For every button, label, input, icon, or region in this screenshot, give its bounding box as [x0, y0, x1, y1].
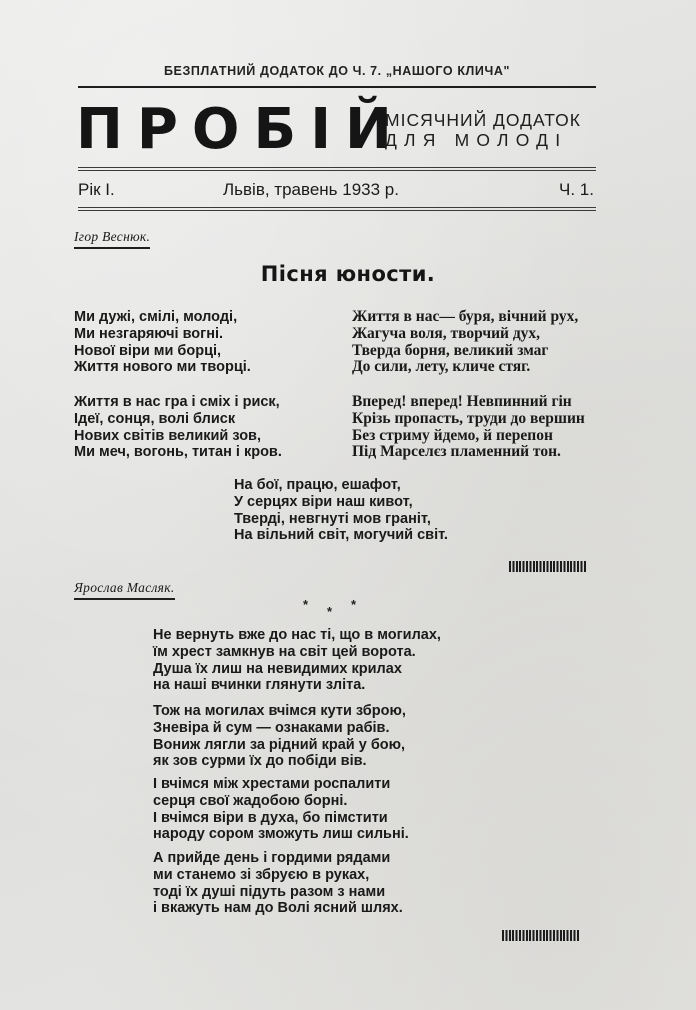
verse-line: На бої, працю, ешафот,	[234, 477, 401, 493]
verse-line: І вчімся віри в духа, бо пімстити	[153, 809, 388, 826]
verse-line: Тож на могилах вчімся кути зброю,	[153, 703, 406, 719]
verse-line: їм хрест замкнув на світ цей ворота.	[153, 643, 416, 660]
verse-line: Життя в нас— буря, вічний рух,	[352, 308, 579, 325]
poem1-title: Пісня юности.	[260, 262, 436, 286]
verse-line: Ми незгаряючі вогні.	[74, 325, 224, 342]
verse-line: Під Марселєз пламенний тон.	[352, 443, 561, 461]
masthead-subtitle-line1: МІСЯЧНИЙ ДОДАТОК	[385, 110, 581, 130]
masthead-subtitle-line2: ДЛЯ МОЛОДІ	[385, 130, 568, 150]
verse-line: Життя нового ми творці.	[74, 359, 251, 376]
poem1-stanza-2	[352, 309, 578, 376]
verse-line: У серцях віри наш кивот,	[234, 493, 413, 510]
poem2-author: Ярослав Масляк.	[74, 580, 175, 600]
poem2-stanza-1	[153, 627, 441, 694]
issue-number: Ч. 1.	[559, 180, 594, 199]
header-rule-double-b2	[78, 210, 596, 211]
poem2-stanza-3	[153, 776, 409, 843]
poem2-stanza-4	[153, 850, 403, 917]
page-end-ornament	[502, 930, 580, 941]
verse-line: До сили, лету, кличе стяг.	[352, 358, 531, 376]
verse-line: Не вернуть вже до нас ті, що в могилах,	[153, 627, 441, 643]
verse-line: І вчімся між хрестами роспалити	[153, 776, 391, 792]
verse-line: Без стриму йдемо, й перепон	[352, 426, 553, 444]
header-rule-double-b1	[78, 207, 596, 208]
verse-line: як зов сурми їх до побіди вів.	[153, 753, 367, 770]
poem1-author: Ігор Веснюк.	[74, 229, 150, 249]
verse-line: Тверда борня, великий змаг	[352, 341, 549, 359]
verse-line: Зневіра й сум — ознаками рабів.	[153, 719, 390, 736]
verse-line: Вперед! вперед! Невпинний гін	[352, 393, 572, 410]
verse-line: Ідеї, сонця, волі блиск	[74, 410, 236, 427]
issue-year: Рік І.	[78, 180, 115, 199]
poem2-stanza-2	[153, 703, 406, 770]
verse-line: Крізь пропасть, труди до вершин	[352, 409, 585, 427]
section-end-ornament	[509, 561, 587, 572]
verse-line: Ми меч, вогонь, титан і кров.	[74, 444, 282, 461]
verse-line: серця свої жадобою борні.	[153, 792, 348, 809]
verse-line: Нової віри ми борці,	[74, 342, 222, 359]
verse-line: на наші вчинки глянути зліта.	[153, 677, 366, 694]
verse-line: Ми дужі, смілі, молоді,	[74, 309, 238, 325]
poem1-stanza-4	[352, 394, 585, 461]
verse-line: Жагуча воля, творчий дух,	[352, 324, 541, 342]
issue-place-date: Львів, травень 1933 р.	[223, 180, 399, 199]
asterism-ornament: * * *	[303, 597, 357, 619]
header-rule-double-a1	[78, 167, 596, 168]
verse-line: народу сором зможуть лиш сильні.	[153, 826, 409, 843]
verse-line: ми станемо зі збруєю в руках,	[153, 866, 370, 883]
supplement-line: БЕЗПЛАТНИЙ ДОДАТОК ДО Ч. 7. „НАШОГО КЛИЧА"	[163, 64, 511, 78]
verse-line: і вкажуть нам до Волі ясний шлях.	[153, 900, 403, 917]
verse-line: Тверді, невгнуті мов граніт,	[234, 510, 431, 527]
header-rule-top	[78, 86, 596, 88]
verse-line: Вониж лягли за рідний край у бою,	[153, 736, 406, 753]
verse-line: Душа їх лиш на невидимих крилах	[153, 660, 402, 677]
poem1-stanza-1	[74, 309, 251, 376]
verse-line: Життя в нас гра і сміх і риск,	[74, 394, 280, 410]
verse-line: На вільний світ, могучий світ.	[234, 527, 448, 544]
masthead-title: ПРОБІЙ	[76, 97, 406, 162]
header-rule-double-a2	[78, 170, 596, 171]
verse-line: Нових світів великий зов,	[74, 427, 261, 444]
poem1-stanza-5	[234, 477, 448, 544]
poem1-stanza-3	[74, 394, 282, 461]
verse-line: А прийде день і гордими рядами	[153, 850, 391, 866]
verse-line: тоді їх душі підуть разом з нами	[153, 883, 386, 900]
issue-info-row	[78, 180, 596, 202]
